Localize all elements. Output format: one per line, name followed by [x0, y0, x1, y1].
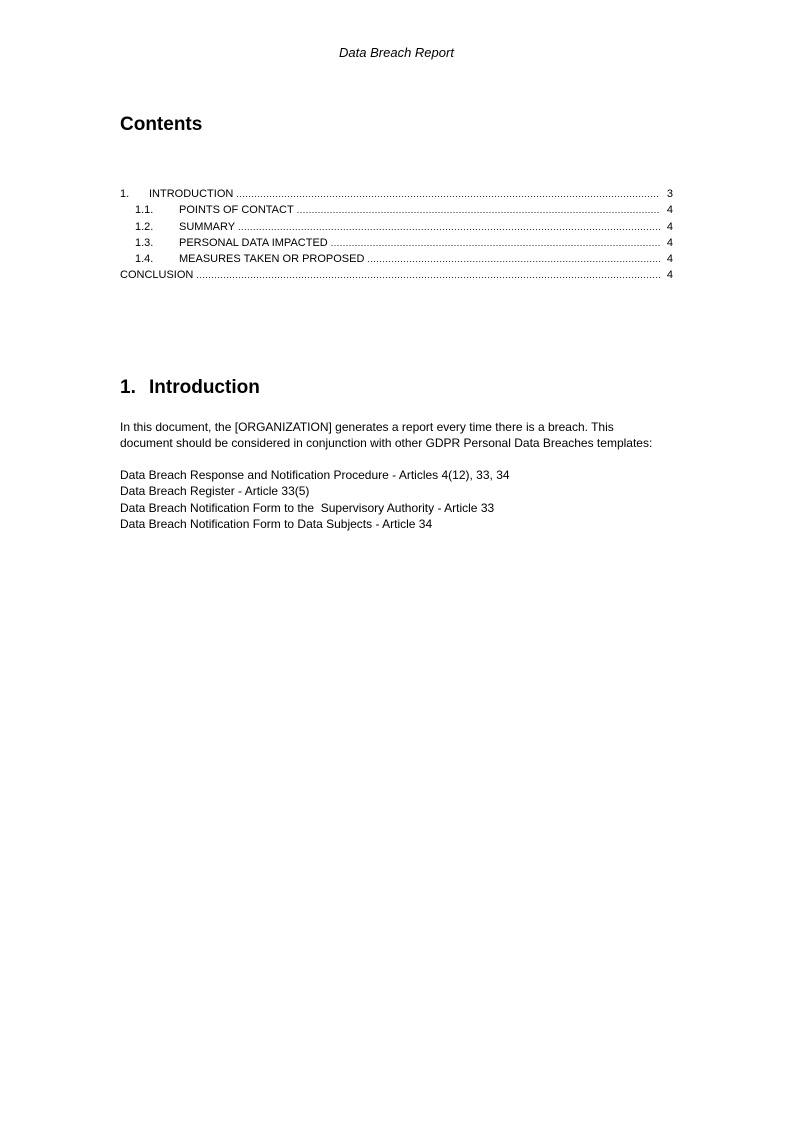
reference-item: Data Breach Notification Form to the Supervisory Authority - Article 33 — [120, 500, 495, 515]
toc-entry-page: 4 — [666, 253, 673, 266]
toc-entry-measures-taken[interactable] — [120, 251, 673, 267]
toc-entry-summary[interactable] — [120, 219, 673, 235]
toc-entry-label: SUMMARY — [179, 220, 236, 233]
toc-entry-page: 4 — [666, 220, 673, 233]
reference-item: Data Breach Notification Form to Data Subjects - Article 34 — [120, 516, 433, 531]
reference-item: Data Breach Response and Notification Procedure - Articles 4(12), 33, 34 — [120, 468, 510, 482]
toc-leader-dots — [196, 267, 660, 283]
table-of-contents — [120, 186, 673, 284]
toc-leader-dots — [367, 251, 660, 267]
toc-entry-label: MEASURES TAKEN OR PROPOSED — [179, 253, 365, 266]
toc-entry-number: 1. — [120, 188, 130, 200]
toc-entry-number: 1.1. — [135, 204, 154, 217]
toc-entry-conclusion[interactable] — [120, 267, 673, 283]
page-header: Data Breach Report — [339, 45, 454, 60]
toc-entry-page: 4 — [666, 236, 673, 249]
toc-entry-label: PERSONAL DATA IMPACTED — [179, 236, 328, 249]
toc-entry-label: POINTS OF CONTACT — [179, 204, 294, 217]
contents-heading: Contents — [120, 114, 203, 135]
toc-entry-page: 4 — [666, 204, 673, 217]
toc-leader-dots — [236, 186, 660, 202]
paragraph-line: document should be considered in conjunction with other GDPR Personal Data Breaches templates: — [120, 436, 653, 451]
toc-entry-number: 1.2. — [135, 220, 154, 233]
section-title-text: Introduction — [149, 377, 260, 398]
toc-entry-number: 1.3. — [135, 236, 154, 249]
toc-entry-label: INTRODUCTION — [149, 188, 234, 200]
toc-entry-points-of-contact[interactable] — [120, 202, 673, 218]
toc-leader-dots — [297, 202, 660, 218]
introduction-paragraph — [120, 419, 680, 452]
toc-leader-dots — [331, 235, 660, 251]
toc-entry-introduction[interactable] — [120, 186, 673, 202]
reference-item: Data Breach Register - Article 33(5) — [120, 484, 310, 499]
toc-entry-number: 1.4. — [135, 253, 154, 266]
toc-entry-personal-data-impacted[interactable] — [120, 235, 673, 251]
section-number: 1. — [120, 377, 136, 398]
template-references-list — [120, 467, 510, 532]
introduction-heading — [120, 377, 260, 399]
toc-leader-dots — [238, 219, 660, 235]
toc-entry-label: CONCLUSION — [120, 269, 194, 282]
toc-entry-page: 4 — [666, 269, 673, 282]
paragraph-line: In this document, the [ORGANIZATION] generates a report every time there is a breach. This — [120, 420, 614, 434]
toc-entry-page: 3 — [666, 188, 673, 200]
